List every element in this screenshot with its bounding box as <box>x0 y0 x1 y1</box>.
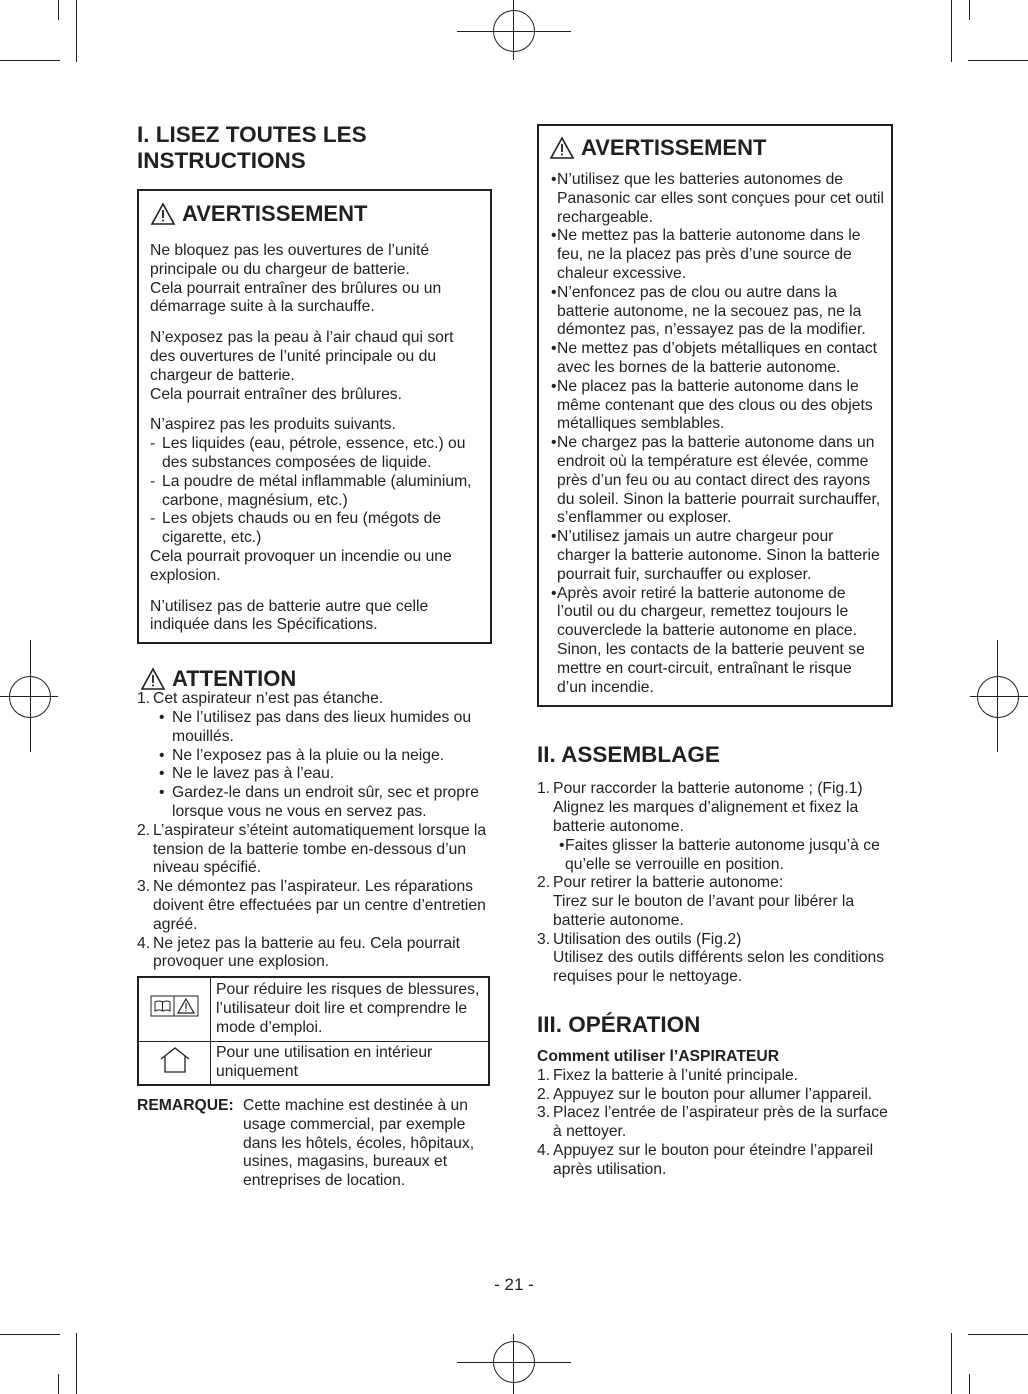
list-item: 2. Appuyez sur le bouton pour allumer l’appareil. <box>537 1085 873 1103</box>
warning-box-right <box>537 124 893 707</box>
list-item: • Ne le lavez pas à l’eau. <box>153 765 492 784</box>
left-column <box>137 122 492 1191</box>
house-icon <box>158 1046 192 1074</box>
attention-list <box>137 690 492 972</box>
page-number: - 21 - <box>494 1275 534 1294</box>
list-item: • Ne chargez pas la batterie autonome dans un endroit où la température est élevée, comme près d’un feu ou au contact direct des rayons du soleil. Sinon la batterie pourrait surchauffer, s’enflammer ou exploser. <box>545 434 885 528</box>
warning-paragraph: Cela pourrait entraîner des brûlures. <box>150 385 403 403</box>
list-item: 4. Appuyez sur le bouton pour éteindre l’appareil après utilisation. <box>537 1142 874 1178</box>
assemblage-list <box>537 780 893 987</box>
attention-section <box>137 666 492 972</box>
list-item: • Ne l’utilisez pas dans des lieux humides ou mouillés. <box>153 709 492 747</box>
warning-paragraph: N’exposez pas la peau à l’air chaud qui sort des ouvertures de l’unité principale ou du chargeur de batterie. <box>150 329 454 384</box>
list-item: 2. Pour retirer la batterie autonome: Tirez sur le bouton de l’avant pour libérer la batterie autonome. <box>537 874 855 929</box>
symbols-table <box>137 976 490 1086</box>
remarque-note <box>137 1097 492 1191</box>
warning-triangle-icon <box>140 667 166 691</box>
substance-list <box>150 435 479 548</box>
table-row <box>138 977 489 1041</box>
warning-paragraph: Cela pourrait provoquer un incendie ou une explosion. <box>150 547 452 584</box>
read-manual-warning-icon <box>150 994 200 1018</box>
list-item: • Après avoir retiré la batterie autonome de l’outil ou du chargeur, remettez toujours le couverclede la batterie autonome en place. Sinon, les contacts de la batterie peuvent se mettre en court-circuit, entraînant le risque d’un incendie. <box>545 585 885 698</box>
remarque-label: REMARQUE: <box>137 1097 234 1115</box>
right-column <box>537 124 893 1180</box>
list-item: - La poudre de métal inflammable (aluminium, carbone, magnésium, etc.) <box>150 473 479 511</box>
list-item: 2. L’aspirateur s’éteint automatiquement lorsque la tension de la batterie tombe en-dessous d’un niveau spécifié. <box>137 821 487 877</box>
list-item: - Les objets chauds ou en feu (mégots de cigarette, etc.) <box>150 510 479 548</box>
list-item: • Ne mettez pas la batterie autonome dans le feu, ne la placez pas près d’une source de chaleur excessive. <box>545 227 885 283</box>
list-item: 1. Cet aspirateur n’est pas étanche. • Ne l’utilisez pas dans des lieux humides ou mouillés. • Ne l’exposez pas à la pluie ou la neige. • Ne le lavez pas à l’eau. • Gardez-le dans un endroit sûr, sec et propre lorsque vous ne vous en servez pas. <box>137 690 492 822</box>
table-row <box>138 1041 489 1085</box>
list-item: - Les liquides (eau, pétrole, essence, etc.) ou des substances composées de liquide. <box>150 435 479 473</box>
section-heading-assemblage: II. ASSEMBLAGE <box>537 742 720 768</box>
attention-title: ATTENTION <box>137 666 492 692</box>
warning-paragraph: Cela pourrait entraîner des brûlures ou un démarrage suite à la surchauffe. <box>150 279 442 316</box>
warning-triangle-icon <box>549 136 575 160</box>
sub-list <box>553 837 893 875</box>
list-item: • Gardez-le dans un endroit sûr, sec et propre lorsque vous ne vous en servez pas. <box>153 784 492 822</box>
warning-paragraph: N’utilisez pas de batterie autre que celle indiquée dans les Spécifications. <box>150 597 429 634</box>
list-item: 1. Pour raccorder la batterie autonome ; (Fig.1) Alignez les marques d’alignement et fixez la batterie autonome. • Faites glisser la batterie autonome jusqu’à ce qu’elle se verrouille en position. <box>537 780 893 874</box>
warning-box-left <box>137 189 492 644</box>
section-heading-instructions: I. LISEZ TOUTES LES INSTRUCTIONS <box>137 122 367 173</box>
list-item: • Ne mettez pas d’objets métalliques en contact avec les bornes de la batterie autonome. <box>545 340 885 378</box>
list-item: • N’utilisez jamais un autre chargeur pour charger la batterie autonome. Sinon la batterie pourrait fuir, surchauffer ou exploser. <box>545 528 885 584</box>
list-item: 1. Fixez la batterie à l’unité principale. <box>537 1066 799 1084</box>
battery-warning-list <box>545 171 885 697</box>
warning-paragraph: N’aspirez pas les produits suivants. <box>150 416 396 434</box>
list-item: 3. Placez l’entrée de l’aspirateur près de la surface à nettoyer. <box>537 1104 888 1141</box>
sub-list <box>153 709 492 822</box>
warning-title: AVERTISSEMENT <box>150 201 479 227</box>
list-item: • N’enfoncez pas de clou ou autre dans la batterie autonome, ne la secouez pas, ne la démontez pas, n’essayez pas de la modifier. <box>545 284 885 340</box>
section-heading-operation: III. OPÉRATION <box>537 1012 701 1038</box>
list-item: • Faites glisser la batterie autonome jusqu’à ce qu’elle se verrouille en position. <box>553 837 893 875</box>
list-item: 3. Ne démontez pas l’aspirateur. Les réparations doivent être effectuées par un centre d’entretien agréé. <box>137 878 486 933</box>
list-item: • Ne l’exposez pas à la pluie ou la neige. <box>153 747 492 766</box>
list-item: • N’utilisez que les batteries autonomes de Panasonic car elles sont conçues pour cet outil rechargeable. <box>545 171 885 227</box>
list-item: • Ne placez pas la batterie autonome dans le même contenant que des clous ou des objets métalliques semblables. <box>545 378 885 434</box>
warning-title: AVERTISSEMENT <box>545 135 885 161</box>
symbol-description: Pour une utilisation en intérieur uniquement <box>211 1041 490 1085</box>
list-item: 4. Ne jetez pas la batterie au feu. Cela pourrait provoquer une explosion. <box>137 934 460 971</box>
warning-triangle-icon <box>150 202 176 226</box>
operation-subheading: Comment utiliser l’ASPIRATEUR <box>537 1048 780 1066</box>
list-item: 3. Utilisation des outils (Fig.2) Utilisez des outils différents selon les conditions requises pour le nettoyage. <box>537 930 885 986</box>
warning-paragraph: Ne bloquez pas les ouvertures de l’unité principale ou du chargeur de batterie. <box>150 242 430 278</box>
operation-list <box>537 1067 893 1180</box>
remarque-text: Cette machine est destinée à un usage commercial, par exemple dans les hôtels, écoles, hôpitaux, usines, magasins, bureaux et entreprises de location. <box>243 1097 475 1190</box>
symbol-description: Pour réduire les risques de blessures, l’utilisateur doit lire et comprendre le mode d’emploi. <box>211 977 490 1041</box>
